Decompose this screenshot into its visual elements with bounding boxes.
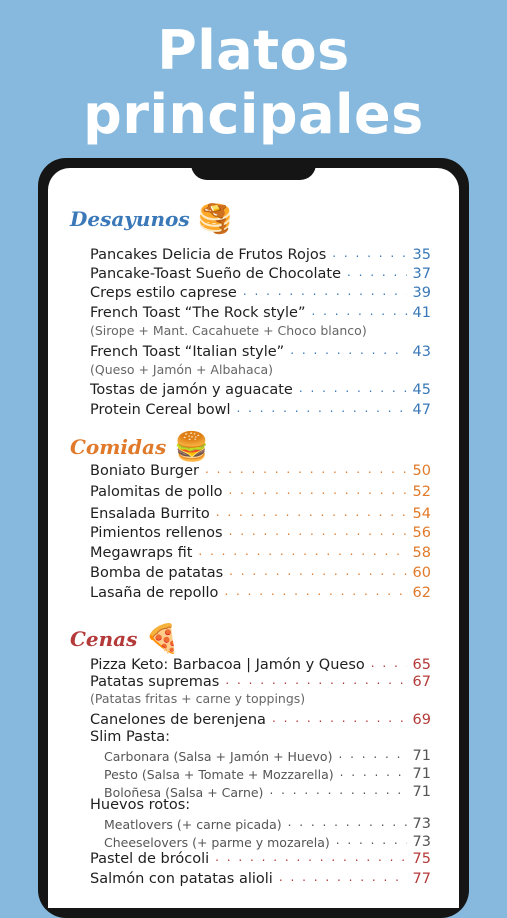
section-title: Cenas — [70, 626, 138, 651]
leader-dots — [198, 544, 407, 558]
leader-dots — [229, 524, 407, 538]
menu-item[interactable] — [104, 745, 431, 764]
item-name: Pimientos rellenos — [90, 525, 223, 541]
menu-item[interactable] — [90, 282, 431, 301]
leader-dots — [336, 833, 407, 847]
page-number: 75 — [412, 851, 431, 867]
item-name: Pancake-Toast Sueño de Chocolate — [90, 266, 341, 282]
item-name: Salmón con patatas alioli — [90, 871, 273, 887]
item-name: Canelones de berenjena — [90, 712, 266, 728]
menu-item[interactable] — [90, 671, 431, 690]
page-number: 71 — [412, 784, 431, 800]
group-heading: Huevos rotos: — [90, 797, 191, 813]
leader-dots — [216, 505, 407, 519]
section-title: Comidas — [70, 434, 167, 459]
page-number: 43 — [412, 344, 431, 360]
leader-dots — [237, 401, 407, 415]
page-number: 41 — [412, 305, 431, 321]
menu-item[interactable] — [90, 379, 431, 398]
item-name: Carbonara (Salsa + Jamón + Huevo) — [104, 749, 333, 764]
page-number: 50 — [412, 463, 431, 479]
menu-item[interactable] — [90, 481, 431, 500]
section-cenas — [70, 622, 180, 655]
menu-item[interactable] — [90, 868, 431, 887]
item-name: Pizza Keto: Barbacoa | Jamón y Queso — [90, 657, 365, 673]
page-number: 69 — [412, 712, 431, 728]
menu-item[interactable] — [90, 582, 431, 601]
page-number: 37 — [412, 266, 431, 282]
page-number: 73 — [412, 834, 431, 850]
item-name: Pastel de brócoli — [90, 851, 210, 867]
item-name: Boloñesa (Salsa + Carne) — [104, 785, 264, 800]
item-name: Lasaña de repollo — [90, 585, 219, 601]
page-number: 62 — [412, 585, 431, 601]
burger-icon: 🍔 — [174, 430, 210, 463]
menu-item[interactable] — [90, 522, 431, 541]
leader-dots — [338, 747, 407, 761]
item-name: French Toast “Italian style” — [90, 344, 285, 360]
section-title: Desayunos — [70, 206, 190, 231]
title-line-1: Platos — [157, 19, 350, 82]
item-name: Protein Cereal bowl — [90, 402, 231, 418]
page-number: 45 — [412, 382, 431, 398]
menu-item[interactable] — [90, 709, 431, 728]
item-name: French Toast “The Rock style” — [90, 305, 306, 321]
menu-item[interactable] — [90, 302, 431, 321]
page-number: 73 — [412, 816, 431, 832]
leader-dots — [279, 870, 407, 884]
menu-item[interactable] — [90, 542, 431, 561]
item-name: Cheeselovers (+ parme y mozarela) — [104, 835, 330, 850]
phone-notch — [191, 158, 316, 180]
leader-dots — [229, 483, 407, 497]
leader-dots — [205, 462, 407, 476]
menu-item[interactable] — [90, 263, 431, 282]
item-name: Megawraps fit — [90, 545, 193, 561]
item-note: (Queso + Jamón + Albahaca) — [90, 362, 274, 377]
page-number: 77 — [412, 871, 431, 887]
group-heading: Slim Pasta: — [90, 729, 170, 745]
menu-screen — [48, 168, 459, 908]
leader-dots — [225, 673, 407, 687]
leader-dots — [347, 265, 407, 279]
leader-dots — [229, 564, 407, 578]
menu-item[interactable] — [90, 503, 431, 522]
pizza-icon: 🍕 — [145, 622, 181, 655]
item-name: Meatlovers (+ carne picada) — [104, 817, 282, 832]
page-number: 35 — [412, 247, 431, 263]
page-number: 54 — [412, 506, 431, 522]
page-number: 39 — [412, 285, 431, 301]
menu-item[interactable] — [90, 562, 431, 581]
leader-dots — [299, 381, 407, 395]
item-name: Pesto (Salsa + Tomate + Mozzarella) — [104, 767, 334, 782]
page-number: 67 — [412, 674, 431, 690]
item-note: (Sirope + Mant. Cacahuete + Choco blanco) — [90, 323, 367, 338]
leader-dots — [332, 246, 407, 260]
leader-dots — [288, 815, 407, 829]
leader-dots — [243, 284, 407, 298]
page-number: 71 — [412, 766, 431, 782]
leader-dots — [269, 783, 407, 797]
menu-item[interactable] — [90, 848, 431, 867]
section-comidas — [70, 430, 209, 463]
leader-dots — [311, 304, 407, 318]
page-number: 65 — [412, 657, 431, 673]
menu-item[interactable] — [90, 244, 431, 263]
item-note: (Patatas fritas + carne y toppings) — [90, 691, 306, 706]
menu-item[interactable] — [104, 813, 431, 832]
page-number: 58 — [412, 545, 431, 561]
item-name: Ensalada Burrito — [90, 506, 210, 522]
item-name: Tostas de jamón y aguacate — [90, 382, 293, 398]
page-number: 71 — [412, 748, 431, 764]
menu-item[interactable] — [90, 460, 431, 479]
page-number: 60 — [412, 565, 431, 581]
leader-dots — [340, 765, 407, 779]
page-number: 56 — [412, 525, 431, 541]
item-name: Palomitas de pollo — [90, 484, 223, 500]
item-name: Bomba de patatas — [90, 565, 224, 581]
leader-dots — [215, 850, 407, 864]
page-number: 52 — [412, 484, 431, 500]
leader-dots — [272, 711, 407, 725]
menu-item[interactable] — [104, 763, 431, 782]
title-line-2: principales — [83, 83, 424, 146]
menu-item[interactable] — [90, 399, 431, 418]
leader-dots — [224, 584, 407, 598]
item-name: Patatas supremas — [90, 674, 220, 690]
pancakes-icon: 🥞 — [197, 202, 233, 235]
menu-item[interactable] — [90, 341, 431, 360]
item-name: Boniato Burger — [90, 463, 200, 479]
leader-dots — [290, 343, 407, 357]
page-number: 47 — [412, 402, 431, 418]
section-desayunos — [70, 202, 232, 235]
item-name: Creps estilo caprese — [90, 285, 237, 301]
leader-dots — [371, 656, 407, 670]
item-name: Pancakes Delicia de Frutos Rojos — [90, 247, 327, 263]
